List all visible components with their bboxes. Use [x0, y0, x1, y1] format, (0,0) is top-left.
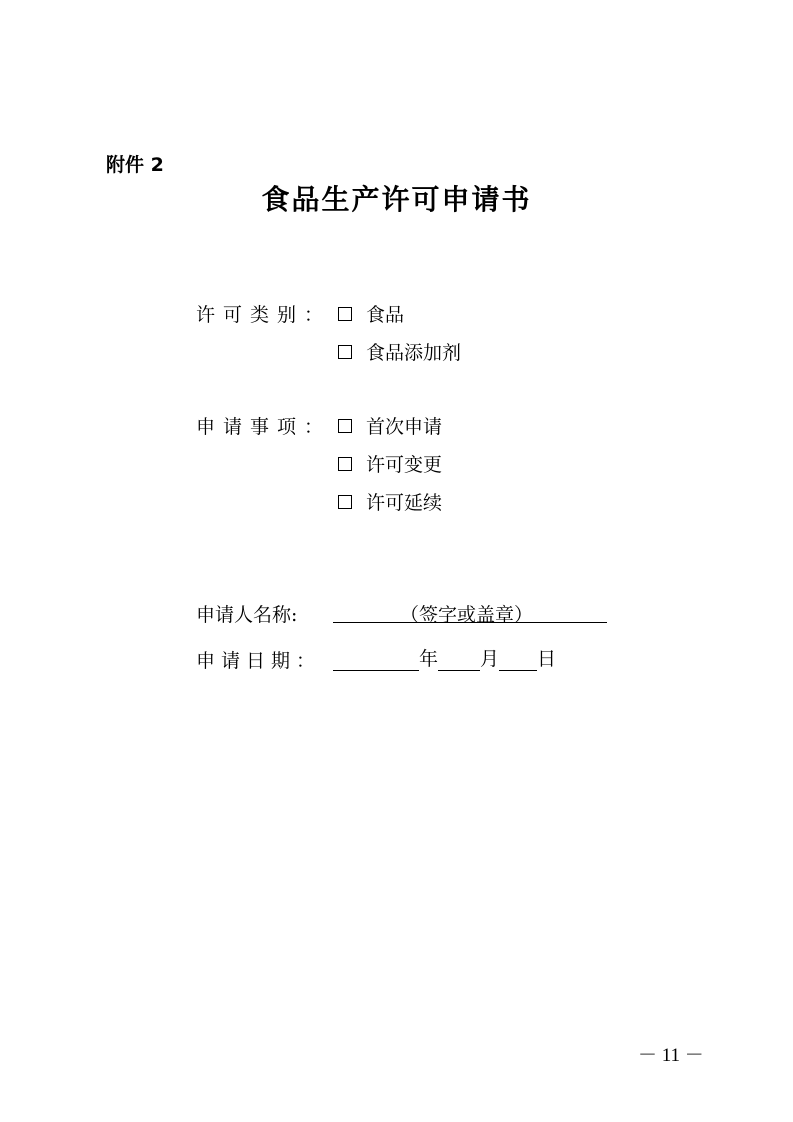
month-field[interactable]: [438, 648, 480, 671]
checkbox[interactable]: [338, 345, 352, 359]
application-matter-option-change[interactable]: [338, 450, 442, 477]
option-text: 食品添加剂: [366, 342, 462, 364]
application-matter-label: 申请事项：: [196, 416, 332, 438]
year-suffix: 年: [419, 648, 439, 670]
permit-category-label: 许可类别：: [196, 304, 332, 326]
application-matter-option-renewal[interactable]: [338, 488, 442, 515]
permit-category-option-food[interactable]: [338, 300, 404, 327]
day-suffix: 日: [537, 648, 557, 670]
option-text: 食品: [366, 304, 405, 326]
checkbox[interactable]: [338, 307, 352, 321]
checkbox[interactable]: [338, 495, 352, 509]
day-field[interactable]: [499, 648, 537, 671]
page-number: － 11 －: [638, 1045, 704, 1066]
applicant-name-label: 申请人名称:: [196, 604, 298, 626]
page-title: 食品生产许可申请书: [261, 183, 532, 216]
checkbox[interactable]: [338, 419, 352, 433]
application-matter-option-first[interactable]: [338, 412, 442, 439]
option-text: 首次申请: [366, 416, 443, 438]
application-date-label: 申请日期：: [196, 650, 322, 672]
applicant-name-hint: （签字或盖章）: [400, 604, 534, 626]
attachment-label: 附件 2: [106, 154, 164, 176]
option-text: 许可延续: [366, 492, 443, 514]
year-field[interactable]: [333, 648, 419, 671]
application-date-fields: [333, 644, 556, 670]
checkbox[interactable]: [338, 457, 352, 471]
option-text: 许可变更: [366, 454, 443, 476]
month-suffix: 月: [480, 648, 500, 670]
permit-category-option-additive[interactable]: [338, 338, 461, 365]
